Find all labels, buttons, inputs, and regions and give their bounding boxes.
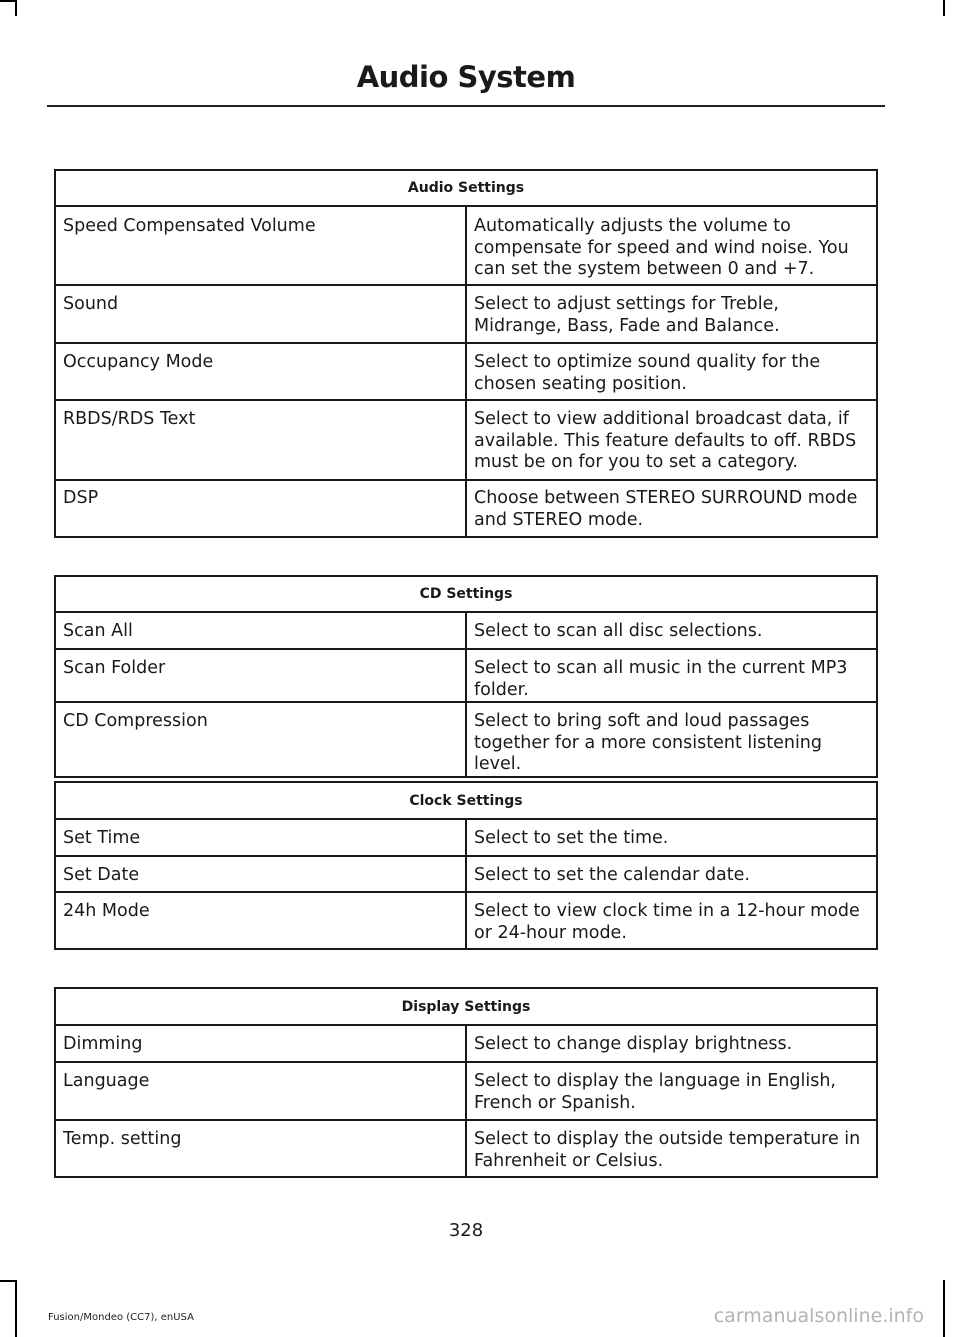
setting-name: Temp. setting — [55, 1120, 466, 1177]
table-row — [55, 1062, 877, 1120]
setting-name: RBDS/RDS Text — [55, 400, 466, 480]
table-row — [55, 702, 877, 777]
setting-description: Select to view clock time in a 12-hour mode or 24-hour mode. — [466, 892, 877, 949]
clock-settings-table — [54, 781, 878, 950]
crop-mark — [943, 0, 945, 16]
setting-name: 24h Mode — [55, 892, 466, 949]
watermark: carmanualsonline.info — [713, 1305, 924, 1327]
table-title: Display Settings — [55, 988, 877, 1025]
setting-name: Scan Folder — [55, 649, 466, 702]
display-settings-table — [54, 987, 878, 1178]
footer-model-text: Fusion/Mondeo (CC7), enUSA — [48, 1312, 194, 1323]
crop-mark — [15, 1280, 17, 1337]
table-row — [55, 612, 877, 649]
page-number: 328 — [448, 1220, 484, 1241]
setting-description: Select to view additional broadcast data, if available. This feature defaults to off. RBDS must be on for you to set a category. — [466, 400, 877, 480]
setting-name: Dimming — [55, 1025, 466, 1062]
table-row — [55, 285, 877, 343]
table-row — [55, 400, 877, 480]
page-title: Audio System — [356, 60, 576, 94]
setting-name: Set Date — [55, 856, 466, 892]
setting-description: Select to adjust settings for Treble, Midrange, Bass, Fade and Balance. — [466, 285, 877, 343]
table-row — [55, 480, 877, 537]
table-title: Clock Settings — [55, 782, 877, 819]
table-row — [55, 856, 877, 892]
setting-name: DSP — [55, 480, 466, 537]
cd-settings-table — [54, 575, 878, 778]
setting-name: Language — [55, 1062, 466, 1120]
table-row — [55, 819, 877, 856]
setting-description: Select to scan all disc selections. — [466, 612, 877, 649]
setting-description: Select to bring soft and loud passages together for a more consistent listening level. — [466, 702, 877, 777]
crop-mark — [943, 1280, 945, 1337]
table-title: Audio Settings — [55, 170, 877, 206]
setting-description: Select to change display brightness. — [466, 1025, 877, 1062]
table-row — [55, 343, 877, 400]
setting-description: Select to display the outside temperature in Fahrenheit or Celsius. — [466, 1120, 877, 1177]
setting-description: Select to scan all music in the current MP3 folder. — [466, 649, 877, 702]
table-row — [55, 1025, 877, 1062]
setting-name: Sound — [55, 285, 466, 343]
table-row — [55, 649, 877, 702]
setting-description: Select to set the calendar date. — [466, 856, 877, 892]
setting-description: Automatically adjusts the volume to compensate for speed and wind noise. You can set the system between 0 and +7. — [466, 206, 877, 285]
setting-name: Occupancy Mode — [55, 343, 466, 400]
crop-mark — [0, 0, 15, 2]
crop-mark — [15, 0, 17, 16]
table-row — [55, 206, 877, 285]
setting-description: Select to display the language in English, French or Spanish. — [466, 1062, 877, 1120]
table-row — [55, 1120, 877, 1177]
table-row — [55, 892, 877, 949]
crop-mark — [0, 1280, 15, 1282]
header-divider — [47, 105, 885, 107]
table-title: CD Settings — [55, 576, 877, 612]
setting-name: Set Time — [55, 819, 466, 856]
setting-name: CD Compression — [55, 702, 466, 777]
audio-settings-table — [54, 169, 878, 538]
setting-name: Scan All — [55, 612, 466, 649]
setting-description: Choose between STEREO SURROUND mode and STEREO mode. — [466, 480, 877, 537]
setting-description: Select to set the time. — [466, 819, 877, 856]
setting-name: Speed Compensated Volume — [55, 206, 466, 285]
setting-description: Select to optimize sound quality for the chosen seating position. — [466, 343, 877, 400]
